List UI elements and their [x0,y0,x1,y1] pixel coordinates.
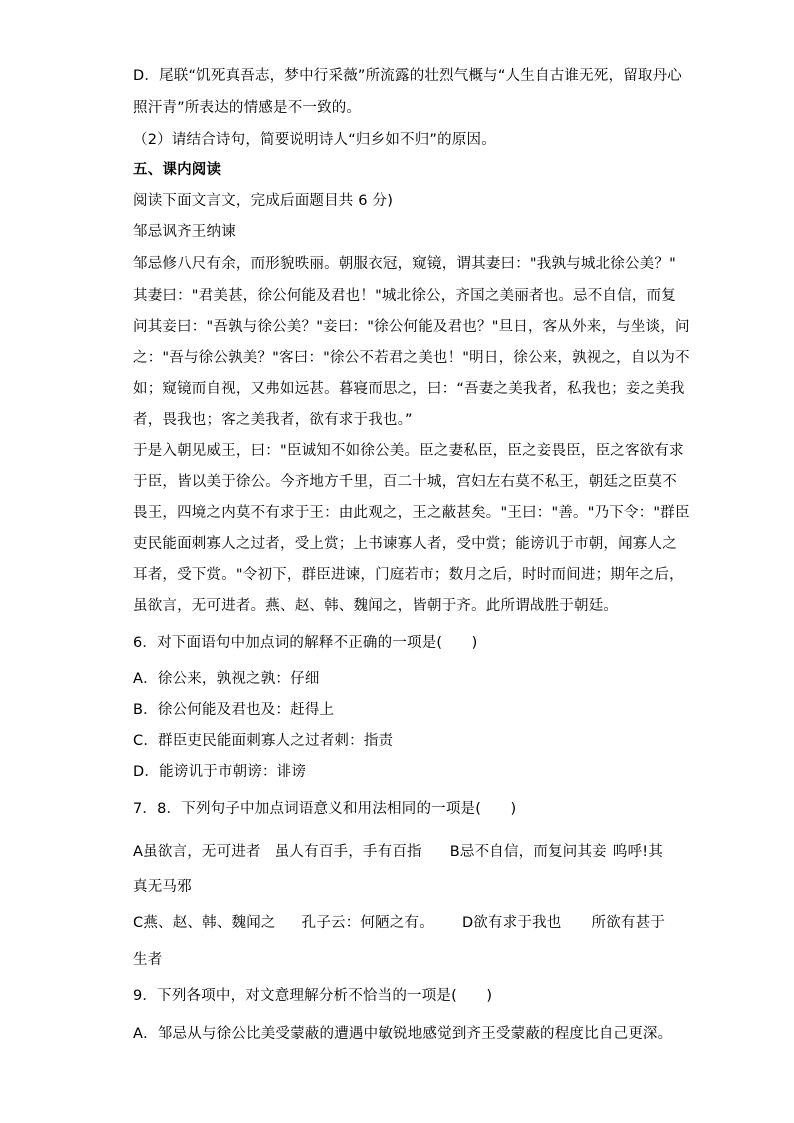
question-6-option-c: C．群臣吏民能面刺寡人之过者刺：指责 [133,733,394,749]
passage-line: 其妻曰："君美甚，徐公何能及君也！"城北徐公，齐国之美丽者也。忌不自信，而复 [133,288,676,304]
option-d-line-2: 照汗青”所表达的情感是不一致的。 [133,100,362,116]
section-title: 五、课内阅读 [133,162,222,178]
question-6-option-a: A．徐公来，孰视之孰：仔细 [133,671,320,687]
passage-line: 问其妾曰："吾孰与徐公美？"妾曰："徐公何能及君也？"旦日，客从外来，与坐谈，问 [133,319,690,335]
passage-line: 邹忌修八尺有余，而形貌昳丽。朝服衣冠，窥镜，谓其妻曰："我孰与城北徐公美？" [133,256,676,272]
question-6-option-d: D．能谤讥于市朝谤：诽谤 [133,764,307,780]
option-b-text: B忌不自信，而复问其妾 [449,844,607,860]
passage-line: 吏民能面刺寡人之过者，受上赏；上书谏寡人者，受中赏；能谤讥于市朝，闻寡人之 [133,536,677,552]
question-6-option-b: B．徐公何能及君也及：赶得上 [133,702,335,718]
option-a-text: A虽欲言，无可进者 [133,844,261,860]
passage-line: 于是入朝见威王，曰："臣诚知不如徐公美。臣之妻私臣，臣之妾畏臣，臣之客欲有求 [133,443,684,459]
question-6-stem: 6．对下面语句中加点词的解释不正确的一项是( ) [133,635,478,651]
question-2: （2）请结合诗句，简要说明诗人“归乡如不归”的原因。 [133,132,496,148]
option-a-compare: 虽人有百手，手有百指 [274,844,422,860]
instruction: 阅读下面文言文，完成后面题目共 6 分) [133,193,394,209]
question-9-stem: 9．下列各项中，对文意理解分析不恰当的一项是( ) [133,988,493,1004]
question-9-option-a: A．邹忌从与徐公比美受蒙蔽的遭遇中敏锐地感觉到齐王受蒙蔽的程度比自己更深。 [133,1026,673,1042]
passage-line: 如；窥镜而自视，又弗如远甚。暮寝而思之，曰：“吾妻之美我者，私我也；妾之美我 [133,381,685,397]
option-b-compare: 呜呼!其 [612,844,663,860]
passage-line: 耳者，受下赏。"令初下，群臣进谏，门庭若市；数月之后，时时而间进；期年之后， [133,567,684,583]
passage-title: 邹忌讽齐王纳谏 [133,224,236,240]
option-c-text: C燕、赵、韩、魏闻之 [133,915,276,931]
question-78-row-1 [133,842,663,862]
question-78-stem: 7．8．下列句子中加点词语意义和用法相同的一项是( ) [133,801,517,817]
passage-line: 者，畏我也；客之美我者，欲有求于我也。” [133,412,413,428]
question-78-row-2 [133,913,665,933]
passage-line: 虽欲言，无可进者。燕、赵、韩、魏闻之，皆朝于齐。此所谓战胜于朝廷。 [133,598,619,614]
option-d-line-1: D．尾联“饥死真吾志，梦中行采薇”所流露的壮烈气概与“人生自古谁无死，留取丹心 [133,68,682,84]
question-78-row-1-continued: 真无马邪 [133,879,192,895]
option-d-text: D欲有求于我也 [461,915,562,931]
option-d-compare: 所欲有甚于 [591,915,666,931]
passage-line: 畏王，四境之内莫不有求于王：由此观之，王之蔽甚矣。"王曰："善。"乃下令："群臣 [133,505,690,521]
option-c-compare: 孔子云：何陋之有。 [301,915,434,931]
passage-line: 之："吾与徐公孰美？"客曰："徐公不若君之美也！"明日，徐公来，孰视之，自以为不 [133,350,690,366]
question-78-row-2-continued: 生者 [133,952,163,968]
passage-line: 于臣，皆以美于徐公。今齐地方千里，百二十城，宫妇左右莫不私王，朝廷之臣莫不 [133,474,677,490]
